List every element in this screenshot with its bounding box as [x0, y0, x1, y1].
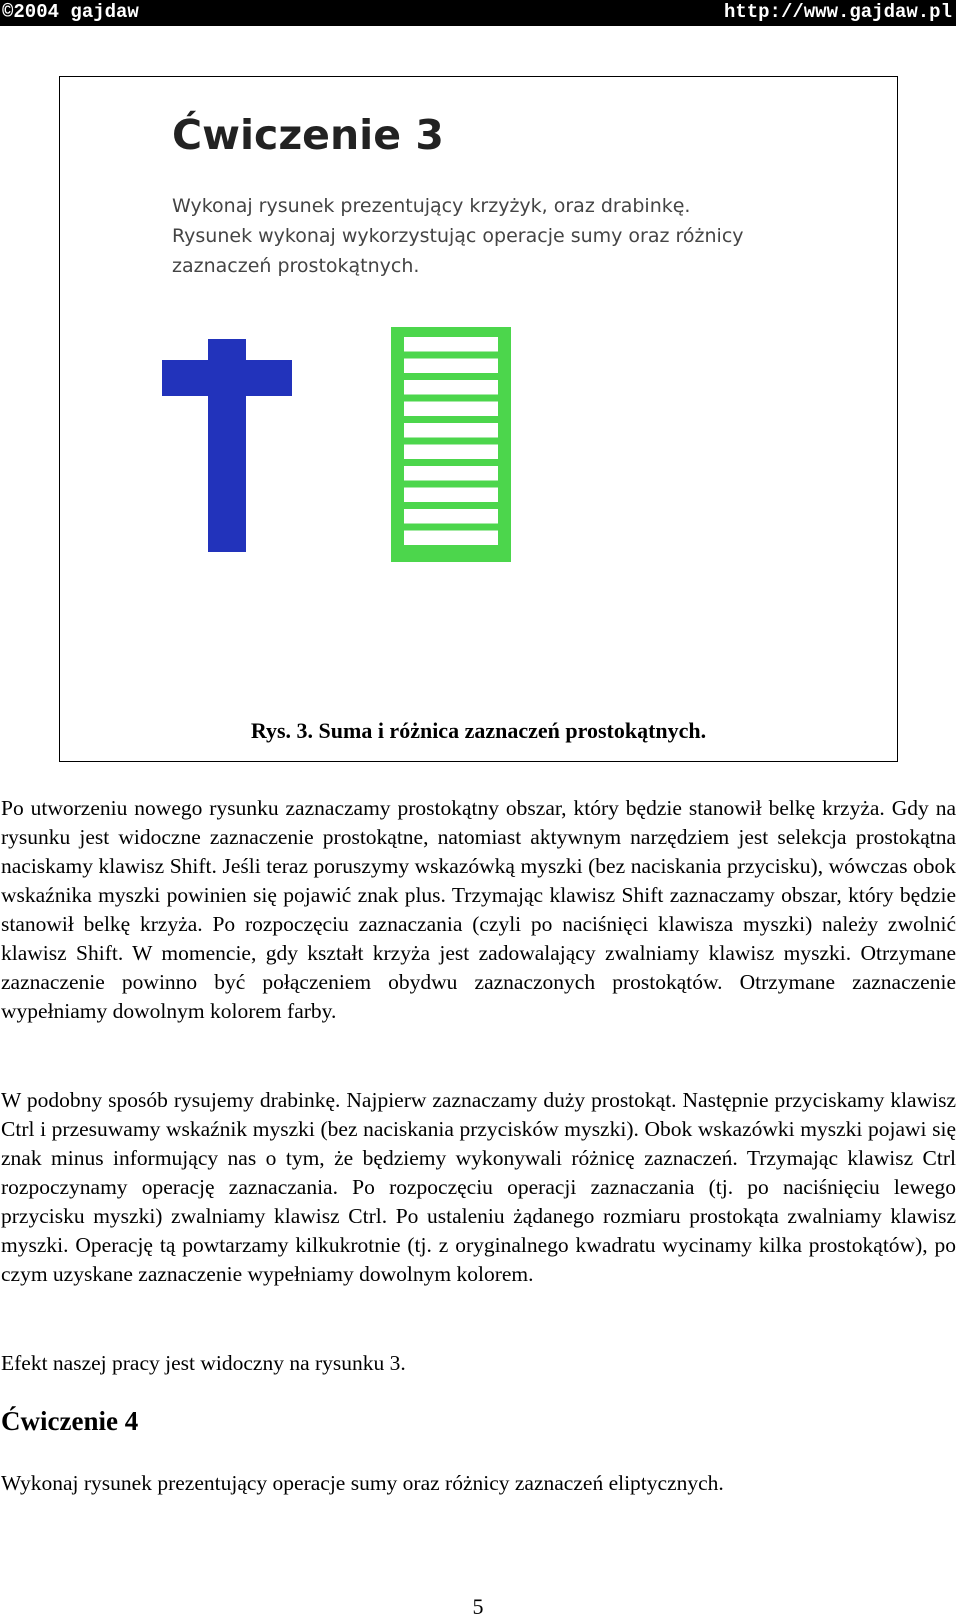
ladder-gap — [404, 423, 498, 438]
ladder-gap — [404, 445, 498, 460]
paragraph-4: Wykonaj rysunek prezentujący operacje sumy oraz różnicy zaznaczeń eliptycznych. — [1, 1471, 724, 1495]
cross-horizontal-bar — [162, 360, 292, 396]
ladder-shape — [391, 327, 511, 562]
ladder-gap — [404, 402, 498, 417]
page-header — [0, 0, 956, 26]
paragraph-2: W podobny sposób rysujemy drabinkę. Najpierw zaznaczamy duży prostokąt. Następnie przyciskamy klawisz Ctrl i przesuwamy wskaźnik myszki (bez naciskania przycisków myszki). Obok wskazówki myszki pojawi się znak minus informujący nas o tym, że będziemy wykonywali różnicę zaznaczeń. Trzymając klawisz Ctrl rozpoczynamy operację zaznaczania. Po rozpoczęciu operacji zaznaczania (tj. po naciśnięciu lewego przycisku myszki) zwalniamy klawisz Ctrl. Po ustaleniu żądanego rozmiaru prostokąta zwalniamy klawisz myszki. Operację tą powtarzamy kilkukrotnie (tj. z oryginalnego kwadratu wycinamy kilka prostokątów), po czym uzyskane zaznaczenie wypełniamy dowolnym kolorem. — [1, 1088, 956, 1286]
figure-exercise-text: Wykonaj rysunek prezentujący krzyżyk, oraz drabinkę. Rysunek wykonaj wykorzystując operacje sumy oraz różnicy zaznaczeń prostokątnych. — [172, 195, 744, 277]
cross-shape — [162, 339, 292, 552]
ladder-gap — [404, 509, 498, 524]
figure-exercise-title: Ćwiczenie 3 — [172, 111, 444, 159]
ladder-gap — [404, 359, 498, 374]
header-url: http://www.gajdaw.pl — [723, 1, 952, 23]
figure-drawing — [60, 77, 897, 761]
section-heading: Ćwiczenie 4 — [1, 1406, 139, 1436]
figure-3 — [59, 76, 898, 762]
ladder-gap — [404, 488, 498, 503]
page-number: 5 — [472, 1594, 484, 1619]
header-copyright: ©2004 gajdaw — [2, 1, 139, 23]
ladder-gap — [404, 380, 498, 395]
paragraph-3: Efekt naszej pracy jest widoczny na rysunku 3. — [1, 1351, 406, 1375]
ladder-gap — [404, 466, 498, 481]
paragraph-1: Po utworzeniu nowego rysunku zaznaczamy prostokątny obszar, który będzie stanowił belkę krzyża. Gdy na rysunku jest widoczne zaznaczenie prostokątne, natomiast aktywnym narzędziem jest selekcja prostokątna naciskamy klawisz Shift. Jeśli teraz poruszymy wskazówką myszki (bez naciskania przycisku), wówczas obok wskaźnika myszki powinien się pojawić znak plus. Trzymając klawisz Shift zaznaczamy obszar, który będzie stanowił belkę krzyża. Po rozpoczęciu zaznaczania (czyli po naciśnięci klawisza myszki) należy zwolnić klawisz Shift. W momencie, gdy kształt krzyża jest zadowalający zwalniamy klawisz myszki. Otrzymane zaznaczenie powinno być połączeniem obydwu zaznaczonych prostokątów. Otrzymane zaznaczenie wypełniamy dowolnym kolorem farby. — [1, 796, 956, 1023]
ladder-gap — [404, 531, 498, 546]
ladder-gap — [404, 337, 498, 352]
figure-caption: Rys. 3. Suma i różnica zaznaczeń prostokątnych. — [250, 718, 707, 743]
